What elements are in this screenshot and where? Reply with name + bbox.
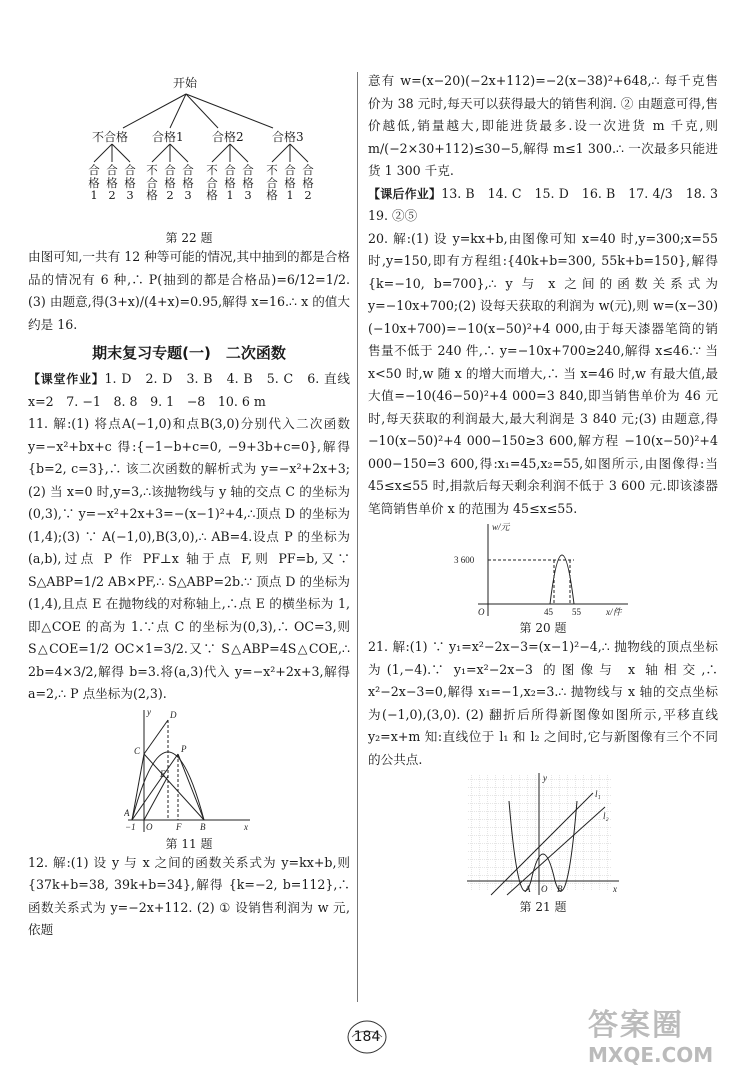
- tree-leaf: 合格2: [302, 163, 314, 202]
- fig11-label: B: [200, 821, 206, 832]
- figure-11: [124, 706, 254, 836]
- page-number: [346, 1020, 388, 1054]
- tree-branch: 合格2: [212, 130, 244, 144]
- column-divider: [357, 72, 358, 1002]
- fig11-label: O: [146, 821, 153, 832]
- tree-leaf: 不合格: [146, 163, 158, 202]
- tree-leaf: 合格2: [164, 163, 176, 202]
- fig11-line-cb: [144, 754, 204, 820]
- fig20-label: 45: [544, 607, 553, 617]
- tree-leaf: 合格3: [124, 163, 136, 202]
- q12-solution-text: 12. 解:(1) 设 y 与 x 之间的函数关系式为 y=kx+b,则 {37k+b=38, 39k+b=34},解得 {k=−2, b=112},∴ 函数关系式为 y=−2x+112. (2) ① 设销售利润为 w 元,依题: [28, 854, 350, 937]
- homework-tag: 【课后作业】: [368, 186, 442, 201]
- fig11-label: x: [244, 821, 248, 832]
- fig21-label: B: [557, 884, 563, 894]
- right-column: [368, 70, 731, 915]
- fig11-label: P: [181, 743, 187, 754]
- watermark-line1: 答案圈: [588, 1008, 684, 1043]
- classwork-answers: [28, 368, 350, 413]
- fig11-line-ap: [132, 754, 178, 820]
- fig21-label: l₂: [603, 811, 609, 821]
- tree-leaf: 合格3: [242, 163, 254, 202]
- tree-leaf: 合格2: [106, 163, 118, 202]
- q20-solution-text: 20. 解:(1) 设 y=kx+b,由图像可知 x=40 时,y=300;x=55 时,y=150,即有方程组:{40k+b=300, 55k+b=150},解得 {k=−10, b=700},∴ y 与 x 之间的函数关系式为 y=−10x+700;(2) 设每天获取的利润为 w(元),则 w=(x−30)(−10x+700)=−10(x−50)²+4 000,由于每天漆器笔筒的销售量不低于 240 件,∴ y=−10x+700≥240,解得 x≤46.∵ 当 x<50 时,w 随 x 的增大而增大,∴ 当 x=46 时,w 有最大值,最大值=−10(46−50)²+4 000=3 840,即当销售单价为 46 元时,每天获取的利润最大,最大利润是 3 840 元;(3) 由题意,得 −10(x−50)²+4 000−150≥3 600,解方程 −10(x−50)²+4 000−150=3 600,得:x₁=45,x₂=55,如图所示,由图像得:当 45≤x≤55 时,捐款后每天剩余利润不低于 3 600 元.即该漆器笔筒销售单价 x 的范围为 45≤x≤55.: [368, 230, 718, 516]
- fig11-line-cd: [144, 720, 168, 754]
- tree-diagram: [28, 70, 350, 230]
- q22-solution-text: 由图可知,一共有 12 种等可能的情况,其中抽到的都是合格品的情况有 6 种,∴ P(抽到的都是合格品)=6/12=1/2. (3) 由题意,得(3+x)/(4+x)=0.95,解得 x=16.∴ x 的值大约是 16.: [28, 249, 350, 332]
- q12-continued-text: 意有 w=(x−20)(−2x+112)=−2(x−38)²+648,∴ 每千克售价为 38 元时,每天可以获得最大的销售利润. ② 由题意可得,售价越低,销量越大,即能进货最多.设一次进货 m 千克,则 m/(−2×30+112)≤30−5,解得 m≤1 300.∴ 一次最多只能进货 1 300 千克.: [368, 73, 718, 178]
- figure-20: [448, 520, 638, 620]
- fig11-label: −1: [125, 821, 136, 832]
- fig20-label: 55: [572, 607, 581, 617]
- fig21-caption: 第 21 题: [519, 900, 567, 914]
- tree-branch: 合格3: [272, 130, 304, 144]
- left-column: [28, 70, 350, 942]
- tree-leaf: 合格1: [284, 163, 296, 202]
- tree-caption: 第 22 题: [165, 231, 213, 245]
- tree-branch: 不合格: [92, 130, 129, 144]
- fig20-label: O: [478, 607, 485, 617]
- fig11-label: y: [147, 706, 151, 717]
- q11-solution-text: 11. 解:(1) 将点A(−1,0)和点B(3,0)分别代入二次函数 y=−x²+bx+c 得:{−1−b+c=0, −9+3b+c=0},解得 {b=2, c=3},∴ 该二次函数的解析式为 y=−x²+2x+3;(2) 当 x=0 时,y=3,∴该抛物线与 y 轴的交点 C 的坐标为(0,3),∵ y=−x²+2x+3=−(x−1)²+4,∴顶点 D 的坐标为(1,4);(3) ∵ A(−1,0),B(3,0),∴ AB=4.设点 P 的坐标为(a,b),过点 P 作 PF⊥x 轴于点 F,则 PF=b,又∵ S△ABP=1/2 AB×PF,∴ S△ABP=2b.∵ 顶点 D 的坐标为(1,4),且点 E 在抛物线的对称轴上,∴点 E 的横坐标为 1,即△COE 的高为 1.∵点 C 的坐标为(0,3),∴ OC=3,则 S△COE=1/2 OC×1=3/2.又∵ S△ABP=4S△COE,∴ 2b=4×3/2,解得 b=3.将(a,3)代入 y=−x²+2x+3,解得 a=2,∴ P 点坐标为(2,3).: [28, 416, 350, 701]
- watermark: [588, 1008, 738, 1074]
- fig11-label: C: [134, 745, 141, 756]
- tree-leaf: 合格1: [88, 163, 100, 202]
- tree-leaf: 不合格: [206, 163, 218, 202]
- fig20-label: w/元: [492, 522, 510, 532]
- q21-solution-text: 21. 解:(1) ∵ y₁=x²−2x−3=(x−1)²−4,∴ 抛物线的顶点坐标为(1,−4).∵ y₁=x²−2x−3 的图像与 x 轴相交,∴ x²−2x−3=0,解得 x₁=−1,x₂=3.∴ 抛物线与 x 轴的交点坐标为(−1,0),(3,0). (2) 翻折后所得新图像如图所示,平移直线 y₂=x+m 知:直线位于 l₁ 和 l₂ 之间时,它与新图像有三个不同的公共点.: [368, 639, 718, 767]
- classwork-answer-list: 1. D 2. D 3. B 4. B 5. C 6. 直线 x=2 7. −1 8. 8 9. 1 −8 10. 6 m: [28, 371, 350, 409]
- fig21-label: y: [543, 773, 547, 783]
- fig21-label: x: [613, 884, 617, 894]
- watermark-line2: MXQE.COM: [588, 1043, 714, 1067]
- homework-answers: [368, 183, 731, 228]
- tree-leaf: 合格3: [182, 163, 194, 202]
- classwork-tag: 【课堂作业】: [28, 372, 105, 386]
- tree-leaf: 合格1: [224, 163, 236, 202]
- page-number-text: 184: [353, 1029, 381, 1045]
- fig21-label: A: [525, 884, 531, 894]
- fig20-label: 3 600: [454, 555, 475, 565]
- fig20-caption: 第 20 题: [519, 621, 567, 635]
- tree-root: 开始: [173, 76, 198, 90]
- fig21-label: O: [541, 884, 548, 894]
- tree-branch: 合格1: [152, 130, 184, 144]
- fig11-label: A: [124, 807, 130, 818]
- homework-answer-list: 13. B 14. C 15. D 16. B 17. 4/3 18. 3 19. ②⑤: [368, 185, 731, 223]
- fig11-label: D: [170, 709, 177, 720]
- fig11-caption: 第 11 题: [165, 836, 213, 851]
- fig11-label: F: [176, 821, 182, 832]
- fig21-label: l₁: [595, 789, 601, 799]
- section-title: 期末复习专题(一) 二次函数: [92, 344, 286, 362]
- figure-21: [463, 771, 623, 899]
- tree-lines: [28, 70, 350, 230]
- fig11-label: E: [160, 768, 166, 779]
- fig11-line-pb: [178, 754, 204, 820]
- fig20-label: x/件: [606, 607, 622, 617]
- tree-leaf: 不合格: [266, 163, 278, 202]
